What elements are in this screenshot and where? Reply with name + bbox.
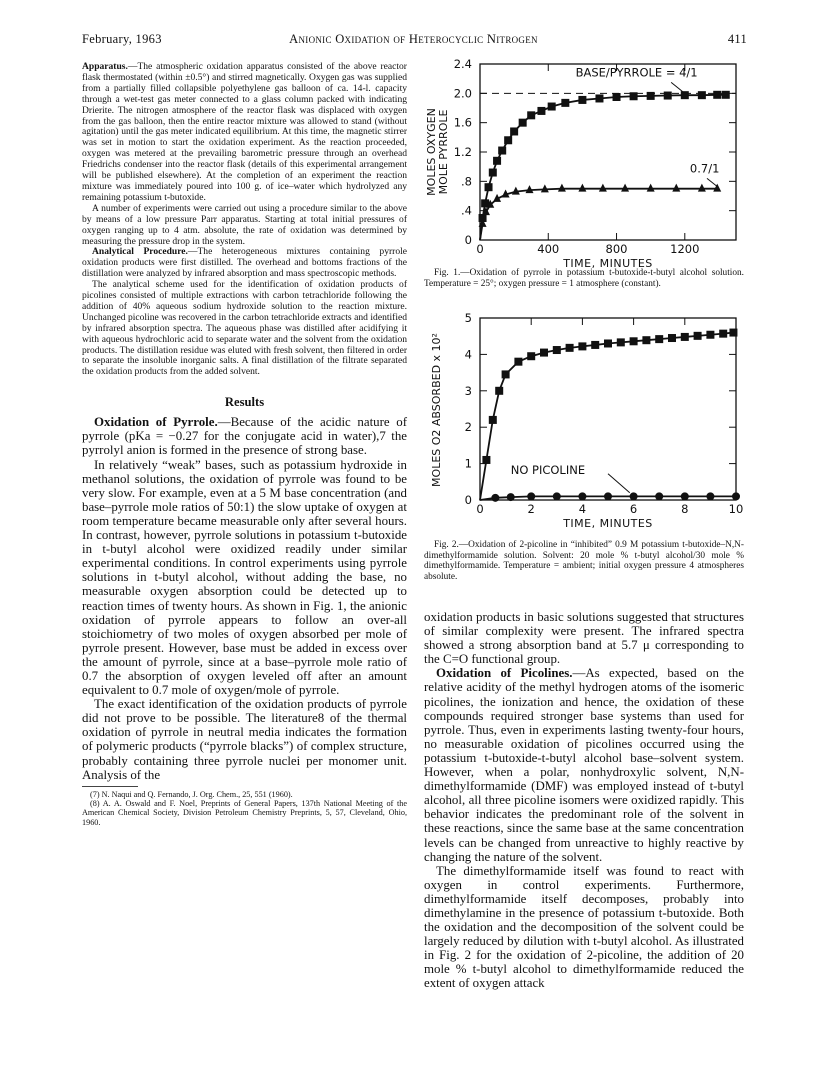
data-point-1	[732, 492, 740, 500]
annotation-no-picoline: NO PICOLINE	[510, 462, 586, 477]
figure-1-caption	[424, 268, 744, 289]
data-point-1	[578, 492, 586, 500]
y-tick-label: 4	[464, 347, 472, 362]
data-point-0	[495, 387, 503, 395]
data-point-0	[489, 416, 497, 424]
y-tick-label: .4	[461, 203, 472, 218]
x-tick-label: 6	[629, 502, 638, 516]
y-axis-label-line-1: MOLES OXYGEN	[425, 108, 438, 196]
data-point-0	[493, 157, 501, 165]
results-heading: Results	[224, 395, 265, 410]
paragraph-scheme: The analytical scheme used for the identification of oxidation products of picolines consisted of multiple extractions with carbon tetrachloride following the addition of 40% aqueous sodium hydroxide solution to the reaction mixture. Unchanged picoline was recovered in the carbon tetrachloride extracts and identified by infrared absorption spectra. The aqueous phase was distilled after acidifying it with aqueous hydrochloric acid to separate water and the solvent from the oxidation products. The distillation residue was eluted with fresh solvent, then filtered in order to separate the insoluble inorganic salts. A final distillation of the filtrate separated the oxidation products from the added solvent.	[82, 279, 407, 378]
data-point-1	[698, 184, 706, 192]
data-point-0	[664, 92, 672, 100]
footnote-rule	[82, 786, 138, 787]
data-point-1	[558, 184, 566, 192]
pyrrole-heading: Oxidation of Pyrrole.	[94, 415, 218, 430]
data-point-0	[630, 92, 638, 100]
data-point-1	[527, 492, 535, 500]
paragraph-exact-identification: The exact identification of the oxidation products of pyrrole did not prove to be possible. The literature8 of the thermal oxidation of pyrrole in neutral media indicates the formation of polymeric products (“pyrrole blacks”) of complex structure, probably containing three pyrrole nuclei per monomer unit. Analysis of the	[82, 697, 407, 782]
y-tick-label: 5	[464, 311, 472, 325]
data-point-1	[578, 184, 586, 192]
footnotes	[82, 790, 407, 827]
results-section	[82, 415, 407, 781]
y-tick-label: 1	[464, 456, 472, 471]
paragraph-continuation: oxidation products in basic solutions suggested that structures of similar complexity were present. The infrared spectra showed a strong absorption band at 5.7 μ corresponding to the C=O functional group.	[424, 610, 744, 667]
data-point-1	[599, 184, 607, 192]
data-point-0	[729, 329, 737, 337]
plot-frame	[480, 64, 736, 240]
data-point-1	[621, 184, 629, 192]
data-point-0	[647, 92, 655, 100]
data-point-0	[595, 94, 603, 102]
data-point-0	[681, 333, 689, 341]
apparatus-text: —The atmospheric oxidation apparatus consisted of the above reactor flask thermostated (within ±0.5°) and stirred magnetically. Oxygen gas was supplied from a partially filled collapsible polyethylene gas balloon of ca. 14-l. capacity through a wet-test gas meter connected to a glass column packed with indicating Drierite. The nitrogen atmosphere of the reactor flask was displaced with oxygen from the gas balloon, then the entire reactor mixture was allowed to stand (without agitation) until the gas meter indicated equilibrium. At this time, the magnetic stirrer was set in motion to start the oxidation experiment. As the reaction proceeded, oxygen was metered at the prevailing barometric pressure through an overhead Friedrichs condenser into the reactor flask (details of this experimental arrangement will be published elsewhere). At the completion of an experiment the reaction mixture was immediately poured into 100 g. of ice–water which hydrolyzed any remaining potassium t-butoxide.	[82, 61, 407, 203]
data-point-0	[561, 99, 569, 107]
annotation-leader-no-picoline	[608, 474, 630, 493]
data-point-0	[489, 169, 497, 177]
figure-1-caption-text: —Oxidation of pyrrole in potassium t-butoxide-t-butyl alcohol solution. Temperature = 25°; oxygen pressure = 1 atmosphere (constant).	[424, 268, 744, 289]
analytical-text: —The heterogeneous mixtures containing pyrrole oxidation products were first distilled. The overhead and bottoms fractions of the distillation were analyzed by infrared absorption and mass spectroscopic methods.	[82, 246, 407, 280]
data-point-0	[540, 349, 548, 357]
x-axis-label: TIME, MINUTES	[563, 517, 653, 530]
data-point-0	[566, 344, 574, 352]
annotation-leader-4-1	[671, 82, 685, 93]
data-point-1	[706, 492, 714, 500]
data-point-1	[630, 492, 638, 500]
annotation-0-7: 0.7/1	[689, 161, 720, 176]
data-point-0	[553, 346, 561, 354]
data-point-0	[514, 358, 522, 366]
x-tick-label: 1200	[670, 242, 700, 256]
y-tick-label: 2.4	[453, 57, 472, 71]
analytical-heading: Analytical Procedure.	[92, 246, 188, 258]
figure-1-id: Fig. 1.	[434, 268, 461, 278]
picolines-heading: Oxidation of Picolines.	[436, 666, 573, 681]
data-point-0	[537, 107, 545, 115]
series-line-1	[480, 189, 717, 240]
data-point-0	[578, 342, 586, 350]
footnote-8: (8) A. A. Oswald and F. Noel, Preprints of General Papers, 137th National Meeting of the American Chemical Society, Division Petroleum Chemistry Preprints, 5, 57, Cleveland, Ohio, 1960.	[82, 799, 407, 827]
x-tick-label: 0	[476, 502, 484, 516]
y-tick-label: 1.6	[453, 115, 472, 130]
y-tick-label: .8	[461, 174, 472, 189]
paragraph-picolines	[424, 666, 744, 863]
annotation-leader-0-7	[707, 178, 717, 186]
experimental-section	[82, 62, 407, 378]
data-point-0	[613, 93, 621, 101]
x-tick-label: 4	[578, 502, 587, 516]
data-point-1	[647, 184, 655, 192]
data-point-0	[527, 352, 535, 360]
data-point-0	[668, 334, 676, 342]
data-point-0	[722, 91, 730, 99]
paragraph-pyrrole	[82, 415, 407, 457]
paragraph-apparatus	[82, 62, 407, 204]
data-point-0	[681, 91, 689, 99]
data-point-0	[485, 183, 493, 191]
y-tick-label: 0	[464, 493, 472, 507]
data-point-0	[694, 332, 702, 340]
data-point-0	[498, 147, 506, 155]
data-point-1	[553, 492, 561, 500]
x-tick-label: 400	[537, 242, 560, 256]
y-tick-label: 0	[464, 233, 472, 247]
data-point-0	[642, 336, 650, 344]
data-point-0	[719, 330, 727, 338]
apparatus-heading: Apparatus.	[82, 61, 128, 72]
data-point-0	[548, 103, 556, 111]
footnote-7: (7) N. Naqui and Q. Fernando, J. Org. Chem., 25, 551 (1960).	[90, 789, 293, 799]
data-point-1	[655, 492, 663, 500]
x-tick-label: 8	[681, 502, 689, 516]
figure-2-caption-text: —Oxidation of 2-picoline in “inhibited” 0.9 M potassium t-butoxide–N,N-dimethylformamide solution. Solvent: 20 mole % t-butyl alcohol/30 mole % dimethylformamide. Temperature = ambient; initial oxygen pressure 4 atmospheres absolute.	[424, 540, 744, 582]
x-tick-label: 0	[476, 242, 484, 256]
y-tick-label: 3	[464, 383, 472, 398]
running-header-date: February, 1963	[82, 32, 162, 46]
data-point-0	[713, 91, 721, 99]
figure-2-caption	[424, 540, 744, 582]
figure-1-chart	[418, 56, 748, 270]
paragraph-weak-bases: In relatively “weak” bases, such as potassium hydroxide in methanol solutions, the oxidation of pyrrole was found to be very slow. For example, even at a 5 M base concentration (and base–pyrrole mole ratios of 50:1) the slow uptake of oxygen at room temperature became measurable only after several hours. In contrast, however, pyrrole solutions in potassium t-butoxide in t-butyl alcohol were oxidized readily under similar experimental conditions. In control experiments using pyrrole solutions in t-butyl alcohol, without adding the base, no measurable oxygen absorption could be detected up to reaction times of twenty hours. As shown in Fig. 1, the anionic oxidation of pyrrole appears to follow an over-all stoichiometry of two moles of oxygen absorbed per mole of pyrrole present. However, base must be added in excess over the amount of pyrrole, since at a base–pyrrole mole ratio of 0.7 the absorption of oxygen leveled off after an amount equivalent to 0.7 mole of oxygen/mole of pyrrole.	[82, 457, 407, 698]
data-point-1	[507, 493, 515, 501]
series-line-0	[480, 95, 726, 240]
data-point-0	[706, 331, 714, 339]
pyrrole-text: —Because of the acidic nature of pyrrole (pKa = −0.27 for the conjugate acid in water),7 the pyrrolyl anion is formed in the presence of strong base.	[82, 415, 408, 458]
y-tick-label: 2	[464, 420, 472, 435]
figure-2-id: Fig. 2.	[434, 540, 459, 550]
data-point-1	[491, 494, 499, 502]
data-point-0	[630, 337, 638, 345]
y-tick-label: 1.2	[453, 145, 472, 159]
paragraph-analytical	[82, 247, 407, 280]
data-point-0	[527, 111, 535, 119]
data-point-0	[617, 338, 625, 346]
running-header-title: Anionic Oxidation of Heterocyclic Nitrogen	[289, 32, 538, 46]
paragraph-dmf: The dimethylformamide itself was found to react with oxygen in control experiments. Furthermore, dimethylformamide itself decomposes, probably into dimethylamine in the presence of potassium t-butoxide. Both the oxidation and the decomposition of the solvent could be largely reduced by dilution with t-butyl alcohol. As illustrated in Fig. 2 for the oxidation of 2-picoline, the addition of 20 mole % t-butyl alcohol to dimethylformamide reduced the extent of oxygen attack	[424, 863, 744, 991]
data-point-0	[502, 370, 510, 378]
paragraph-parr: A number of experiments were carried out using a procedure similar to the above by means of a low pressure Parr apparatus. Starting at total initial pressures of oxygen ranging up to 4 atm. absolute, the rate of oxidation was determined by measuring the pressure drop in the system.	[82, 202, 407, 247]
y-tick-label: 2.0	[453, 86, 472, 101]
picolines-text: —As expected, based on the relative acidity of the methyl hydrogen atoms of the isomeric picolines, the ionization and hence, the oxidation of these compounds required stronger base systems than used for pyrrole. Thus, even in experiments lasting twenty-four hours, no measurable oxidation of picolines occurred using the potassium t-butoxide-t-butyl alcohol base–solvent system. However, when a polar, nonhydroxylic solvent, N,N-dimethylformamide (DMF) was employed instead of t-butyl alcohol, all three picoline isomers were oxidized rapidly. This behavior indicates the predominant role of the solvent in these reactions, since the same base at the same concentration levels can be changed from unreactive to highly reactive by changing the nature of the solvent.	[424, 666, 744, 864]
right-column	[424, 610, 744, 991]
x-tick-label: 2	[527, 502, 535, 516]
data-point-0	[655, 335, 663, 343]
data-point-1	[681, 492, 689, 500]
page-number: 411	[727, 32, 747, 46]
x-tick-label: 10	[728, 502, 744, 516]
y-axis-label-line-2: MOLE PYRROLE	[437, 109, 450, 195]
data-point-0	[591, 341, 599, 349]
data-point-0	[698, 91, 706, 99]
data-point-1	[604, 492, 612, 500]
data-point-0	[504, 136, 512, 144]
data-point-1	[672, 184, 680, 192]
x-axis-label: TIME, MINUTES	[563, 257, 653, 270]
data-point-0	[604, 339, 612, 347]
x-tick-label: 800	[605, 242, 628, 256]
data-point-0	[510, 127, 518, 135]
annotation-base-pyrrole: BASE/PYRROLE = 4/1	[575, 65, 698, 80]
figure-2-chart	[418, 310, 748, 538]
data-point-0	[519, 119, 527, 127]
left-column	[82, 62, 407, 827]
data-point-0	[578, 96, 586, 104]
data-point-0	[482, 456, 490, 464]
y-axis-label: MOLES O2 ABSORBED x 10²	[430, 333, 443, 487]
